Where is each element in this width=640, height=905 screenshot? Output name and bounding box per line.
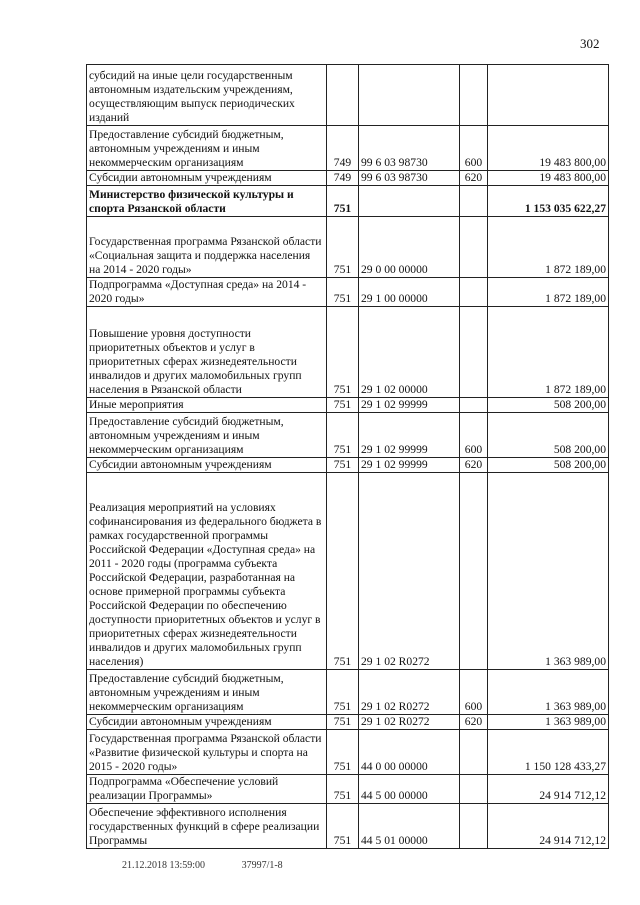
footer-datetime: 21.12.2018 13:59:00 [122,860,206,871]
row-expense-type [460,65,488,126]
row-expense-type [460,804,488,849]
row-target-code: 29 1 00 00000 [359,278,460,307]
row-ministry-code: 751 [327,278,359,307]
row-target-code [359,65,460,126]
row-target-code [359,186,460,217]
table-row [87,65,609,126]
row-ministry-code: 751 [327,670,359,715]
page-number: 302 [580,36,600,51]
row-ministry-code: 751 [327,458,359,473]
row-target-code: 44 5 00 00000 [359,775,460,804]
table-row [87,730,609,775]
row-name: Субсидии автономным учреждениям [87,171,327,186]
table-row [87,458,609,473]
row-ministry-code: 751 [327,715,359,730]
row-name: Подпрограмма «Обеспечение условий реализации Программы» [87,775,327,804]
row-expense-type [460,398,488,413]
row-ministry-code: 751 [327,186,359,217]
row-ministry-code [327,65,359,126]
row-target-code: 44 5 01 00000 [359,804,460,849]
row-target-code: 29 1 02 R0272 [359,473,460,670]
row-target-code: 99 6 03 98730 [359,126,460,171]
row-sum: 24 914 712,12 [488,775,609,804]
table-row [87,473,609,670]
row-expense-type [460,186,488,217]
row-sum: 19 483 800,00 [488,126,609,171]
row-expense-type: 600 [460,670,488,715]
table-row [87,804,609,849]
row-sum: 1 872 189,00 [488,307,609,398]
row-expense-type: 600 [460,413,488,458]
row-expense-type: 620 [460,171,488,186]
row-sum: 1 363 989,00 [488,715,609,730]
row-expense-type [460,775,488,804]
row-name: Иные мероприятия [87,398,327,413]
row-ministry-code: 751 [327,473,359,670]
table-row [87,278,609,307]
table-row [87,715,609,730]
row-sum: 1 872 189,00 [488,217,609,278]
row-expense-type [460,307,488,398]
row-expense-type [460,473,488,670]
table-row [87,307,609,398]
row-name: Государственная программа Рязанской области «Социальная защита и поддержка населения на 2014 - 2020 годы» [87,217,327,278]
row-sum: 19 483 800,00 [488,171,609,186]
row-target-code: 29 1 02 99999 [359,413,460,458]
row-sum: 1 872 189,00 [488,278,609,307]
row-expense-type [460,217,488,278]
row-name: Повышение уровня доступности приоритетных объектов и услуг в приоритетных сферах жизнедеятельности инвалидов и других маломобильных групп населения в Рязанской области [87,307,327,398]
row-name: субсидий на иные цели государственным автономным издательским учреждениям, осуществляющим выпуск периодических изданий [87,65,327,126]
table-row [87,398,609,413]
row-sum: 508 200,00 [488,458,609,473]
row-ministry-code: 751 [327,730,359,775]
row-ministry-code: 751 [327,775,359,804]
row-target-code: 29 1 02 R0272 [359,715,460,730]
table-row [87,186,609,217]
row-sum: 1 363 989,00 [488,473,609,670]
row-sum: 508 200,00 [488,413,609,458]
table-row [87,171,609,186]
table-row [87,413,609,458]
table-row [87,670,609,715]
row-target-code: 99 6 03 98730 [359,171,460,186]
row-name: Предоставление субсидий бюджетным, автономным учреждениям и иным некоммерческим организациям [87,413,327,458]
row-ministry-code: 751 [327,307,359,398]
row-target-code: 29 1 02 99999 [359,398,460,413]
row-name: Реализация мероприятий на условиях софинансирования из федерального бюджета в рамках государственной программы Российской Федерации «Доступная среда» на 2011 - 2020 годы (программа субъекта Российской Федерации, разработанная на основе примерной программы субъекта Российской Федерации по обеспечению доступности приоритетных объектов и услуг в приоритетных сферах жизнедеятельности инвалидов и других маломобильных групп населения) [87,473,327,670]
row-sum: 1 153 035 622,27 [488,186,609,217]
footer [122,860,283,871]
row-target-code: 44 0 00 00000 [359,730,460,775]
row-ministry-code: 751 [327,413,359,458]
row-target-code: 29 1 02 99999 [359,458,460,473]
row-expense-type [460,278,488,307]
row-target-code: 29 1 02 R0272 [359,670,460,715]
table-row [87,217,609,278]
row-target-code: 29 1 02 00000 [359,307,460,398]
row-sum: 24 914 712,12 [488,804,609,849]
row-name: Субсидии автономным учреждениям [87,715,327,730]
row-sum [488,65,609,126]
row-ministry-code: 749 [327,126,359,171]
row-name: Субсидии автономным учреждениям [87,458,327,473]
row-expense-type: 600 [460,126,488,171]
row-ministry-code: 751 [327,398,359,413]
row-name: Подпрограмма «Доступная среда» на 2014 - 2020 годы» [87,278,327,307]
row-name: Государственная программа Рязанской области «Развитие физической культуры и спорта на 2015 - 2020 годы» [87,730,327,775]
row-target-code: 29 0 00 00000 [359,217,460,278]
row-sum: 508 200,00 [488,398,609,413]
footer-doc-id: 37997/1-8 [241,860,283,871]
row-expense-type [460,730,488,775]
budget-table [86,64,609,849]
row-ministry-code: 751 [327,804,359,849]
row-name: Предоставление субсидий бюджетным, автономным учреждениям и иным некоммерческим организациям [87,126,327,171]
row-name: Министерство физической культуры и спорта Рязанской области [87,186,327,217]
table-row [87,126,609,171]
row-name: Обеспечение эффективного исполнения государственных функций в сфере реализации Программы [87,804,327,849]
row-sum: 1 150 128 433,27 [488,730,609,775]
row-ministry-code: 749 [327,171,359,186]
row-expense-type: 620 [460,458,488,473]
row-expense-type: 620 [460,715,488,730]
row-name: Предоставление субсидий бюджетным, автономным учреждениям и иным некоммерческим организациям [87,670,327,715]
row-ministry-code: 751 [327,217,359,278]
table-row [87,775,609,804]
row-sum: 1 363 989,00 [488,670,609,715]
